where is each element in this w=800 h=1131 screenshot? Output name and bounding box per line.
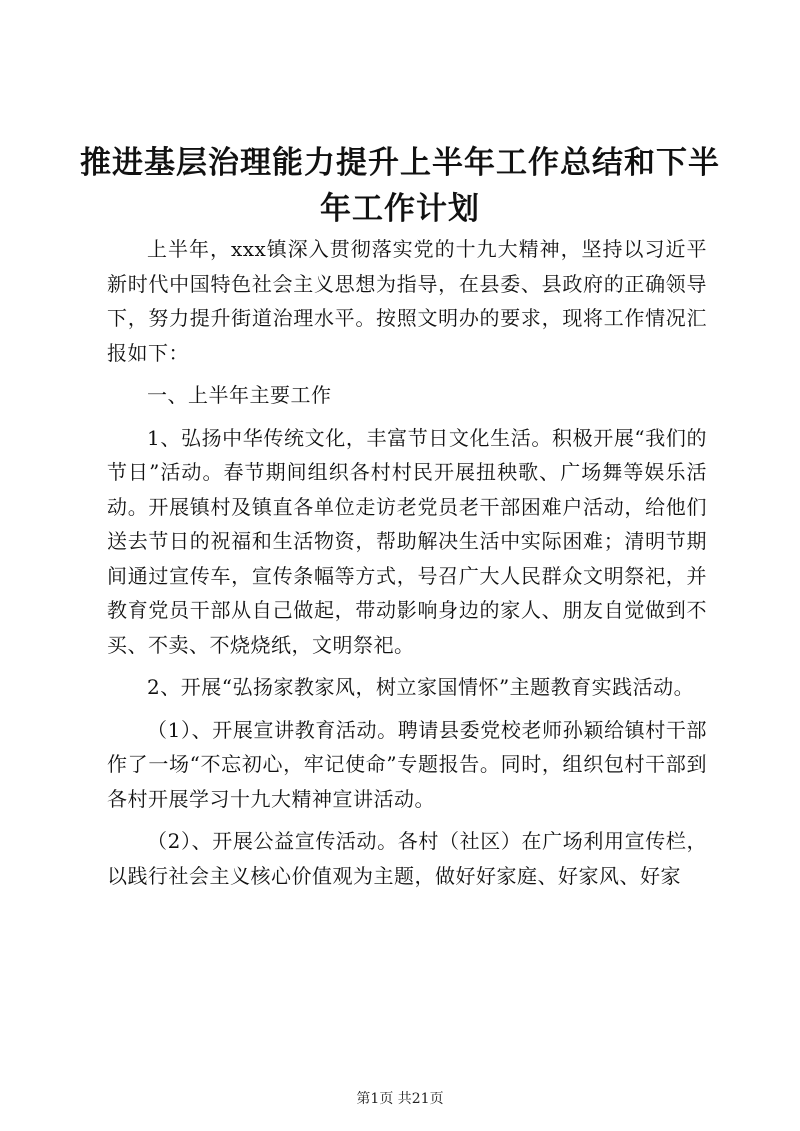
subitem-2-paragraph: （2）、开展公益宣传活动。各村（社区）在广场利用宣传栏，以践行社会主义核心价值观为主题，做好好家庭、好家风、好家	[107, 829, 707, 888]
page-number-footer: 第1页 共21页	[356, 1091, 444, 1107]
subitem-1-paragraph: （1）、开展宣讲教育活动。聘请县委党校老师孙颖给镇村干部作了一场“不忘初心，牢记使命”专题报告。同时，组织包村干部到各村开展学习十九大精神宣讲活动。	[107, 717, 707, 811]
item-1-paragraph: 1、弘扬中华传统文化，丰富节日文化生活。积极开展“我们的节日”活动。春节期间组织各村村民开展扭秧歌、广场舞等娱乐活动。开展镇村及镇直各单位走访老党员老干部困难户活动，给他们送去节日的祝福和生活物资，帮助解决生活中实际困难；清明节期间通过宣传车，宣传条幅等方式，号召广大人民群众文明祭祀，并教育党员干部从自己做起，带动影响身边的家人、朋友自觉做到不买、不卖、不烧烧纸，文明祭祀。	[107, 425, 707, 657]
item-2-paragraph: 2、开展“弘扬家教家风，树立家国情怀”主题教育实践活动。	[147, 675, 695, 699]
document-body	[107, 232, 707, 893]
section-heading: 一、上半年主要工作	[147, 383, 332, 407]
document-title: 推进基层治理能力提升上半年工作总结和下半年工作计划	[80, 145, 720, 227]
intro-paragraph: 上半年，xxx镇深入贯彻落实党的十九大精神，坚持以习近平新时代中国特色社会主义思想为指导，在县委、县政府的正确领导下，努力提升街道治理水平。按照文明办的要求，现将工作情况汇报如下：	[107, 237, 707, 365]
